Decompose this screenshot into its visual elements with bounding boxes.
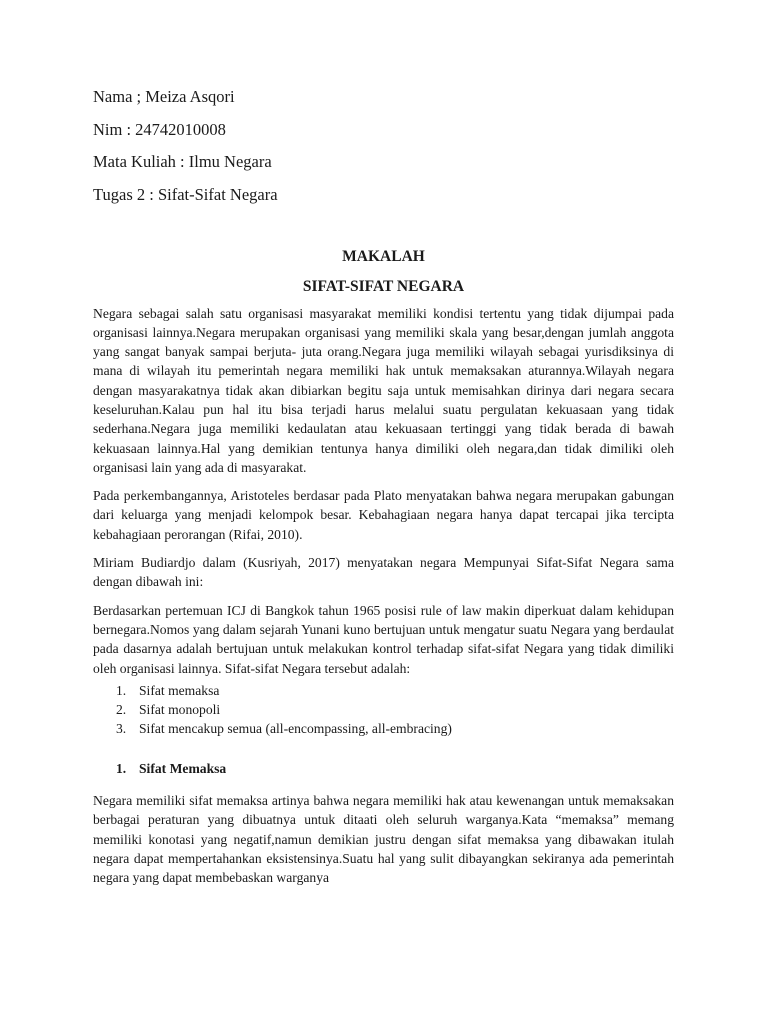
list-item-number: 1. (116, 682, 127, 698)
section-title: Sifat Memaksa (139, 760, 227, 776)
list-item-number: 2. (116, 702, 127, 718)
paragraph-aristoteles: Pada perkembangannya, Aristoteles berdasar pada Plato menyatakan bahwa negara merupakan gabungan dari keluarga yang menjadi kelompok besar. Kebahagiaan negara hanya dapat tercapai jika tercipta kebahagiaan perorangan (Rifai, 2010). (93, 488, 674, 542)
list-item-number: 3. (116, 721, 127, 737)
section-heading-sifat-memaksa (93, 759, 674, 778)
paragraph-intro: Negara sebagai salah satu organisasi masyarakat memiliki kondisi tertentu yang tidak dijumpai pada organisasi lainnya.Negara merupakan organisasi yang memiliki skala yang besar,dengan jumlah anggota yang sangat banyak sampai berjuta- juta orang.Negara juga memiliki wilayah sebagai yurisdiksinya di mana di wilayah itu pemerintah negara memiliki hak untuk memaksakan aturannya.Wilayah negara dengan masyarakatnya tidak akan dibiarkan begitu saja untuk memisahkan dirinya dari negara secara keseluruhan.Kalau pun hal itu bisa terjadi harus melalui suatu pergulatan kekuasaan yang tidak sederhana.Negara juga memiliki kedaulatan atau kekuasaan tertinggi yang tidak berada di bawah kekuasaan lainnya.Hal yang demikian tentunya hanya dimiliki oleh negara,dan tidak dimiliki oleh organisasi lain yang ada di masyarakat. (93, 305, 674, 475)
list-item-text: Sifat memaksa (139, 682, 220, 698)
paragraph-icj: Berdasarkan pertemuan ICJ di Bangkok tahun 1965 posisi rule of law makin diperkuat dalam kehidupan bernegara.Nomos yang dalam sejarah Yunani kuno bertujuan untuk mengatur suatu Negara yang berdaulat pada dasarnya adalah bertujuan untuk melakukan kontrol terhadap sifat-sifat Negara yang tidak dimiliki oleh organisasi lainnya. Sifat-sifat Negara tersebut adalah: (93, 602, 674, 676)
document-subtitle: SIFAT-SIFAT NEGARA (302, 277, 465, 295)
paragraph-sifat-memaksa: Negara memiliki sifat memaksa artinya bahwa negara memiliki hak atau kewenangan untuk memaksakan berbagai peraturan yang dibuatnya untuk ditaati oleh seluruh warganya.Kata “memaksa” memang memiliki konotasi yang negatif,namun demikian justru dengan sifat memaksa yang dibawakan itulah negara dapat mempertahankan eksistensinya.Suatu hal yang sulit dibayangkan sekiranya ada pemerintah negara yang dapat membebaskan warganya (93, 793, 674, 886)
document-title: MAKALAH (342, 247, 425, 265)
paragraph-miriam: Miriam Budiardjo dalam (Kusriyah, 2017) menyatakan negara Mempunyai Sifat-Sifat Negara sama dengan dibawah ini: (93, 555, 674, 590)
student-name: Nama ; Meiza Asqori (93, 87, 235, 106)
list-item (93, 719, 674, 738)
list-item-text: Sifat mencakup semua (all-encompassing, all-embracing) (139, 721, 452, 737)
document-page (93, 86, 674, 897)
list-item (93, 681, 674, 700)
student-nim: Nim : 24742010008 (93, 119, 226, 139)
list-item-text: Sifat monopoli (139, 702, 221, 718)
section-number: 1. (116, 760, 127, 776)
list-item (93, 700, 674, 719)
course-name: Mata Kuliah : Ilmu Negara (93, 152, 272, 171)
sifat-list (93, 681, 674, 739)
assignment-name: Tugas 2 : Sifat-Sifat Negara (93, 184, 278, 204)
